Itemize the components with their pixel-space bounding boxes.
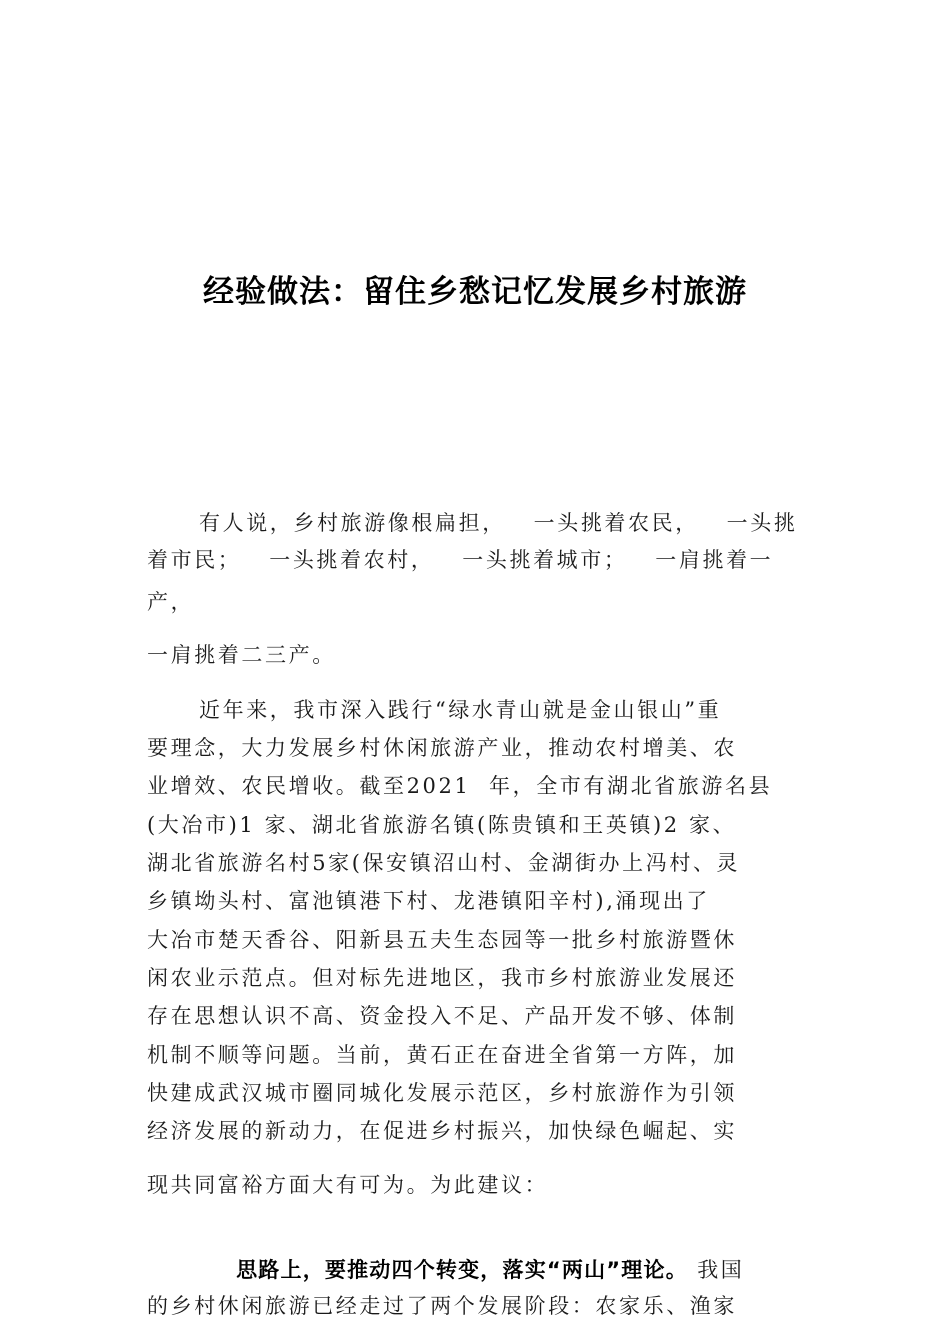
paragraph-2-line-13: 现共同富裕方面大有可为。为此建议：: [147, 1173, 549, 1197]
paragraph-2-line-9: 存在思想认识不高、资金投入不足、产品开发不够、体制: [147, 1004, 737, 1028]
document-title: 经验做法：留住乡愁记忆发展乡村旅游: [203, 274, 747, 310]
paragraph-2-line-6: 乡镇坳头村、富池镇港下村、龙港镇阳辛村),涌现出了: [147, 889, 710, 913]
paragraph-2-line-3: 业增效、农民增收。截至2021 年，全市有湖北省旅游名县: [147, 774, 773, 798]
paragraph-1-line-2: 着市民； 一头挑着农村， 一头挑着城市； 一肩挑着一: [147, 548, 774, 572]
paragraph-2-line-5: 湖北省旅游名村5家(保安镇沼山村、金湖街办上冯村、灵: [147, 851, 741, 875]
paragraph-1-line-4: 一肩挑着二三产。: [147, 643, 336, 667]
paragraph-3-bold-lead: 思路上，要推动四个转变，落实“两山”理论。: [236, 1258, 688, 1282]
paragraph-1-line-3: 产，: [147, 590, 195, 614]
paragraph-3-lead-tail: 我国: [687, 1258, 745, 1282]
paragraph-2-line-10: 机制不顺等问题。当前，黄石正在奋进全省第一方阵，加: [147, 1043, 737, 1067]
paragraph-1-line-1: 有人说，乡村旅游像根扁担， 一头挑着农民， 一头挑: [199, 511, 798, 535]
paragraph-2-line-11: 快建成武汉城市圈同城化发展示范区，乡村旅游作为引领: [147, 1081, 737, 1105]
paragraph-2-line-12: 经济发展的新动力，在促进乡村振兴，加快绿色崛起、实: [147, 1119, 737, 1143]
paragraph-2-line-1: 近年来，我市深入践行“绿水青山就是金山银山”重: [199, 698, 722, 722]
paragraph-2-line-8: 闲农业示范点。但对标先进地区，我市乡村旅游业发展还: [147, 966, 737, 990]
paragraph-3-line-2: 的乡村休闲旅游已经走过了两个发展阶段：农家乐、渔家: [147, 1294, 737, 1318]
paragraph-2-line-7: 大冶市楚天香谷、阳新县五夫生态园等一批乡村旅游暨休: [147, 928, 737, 952]
paragraph-2-line-2: 要理念，大力发展乡村休闲旅游产业，推动农村增美、农: [147, 736, 737, 760]
paragraph-2-line-4: (大冶市)1 家、湖北省旅游名镇(陈贵镇和王英镇)2 家、: [147, 813, 737, 837]
